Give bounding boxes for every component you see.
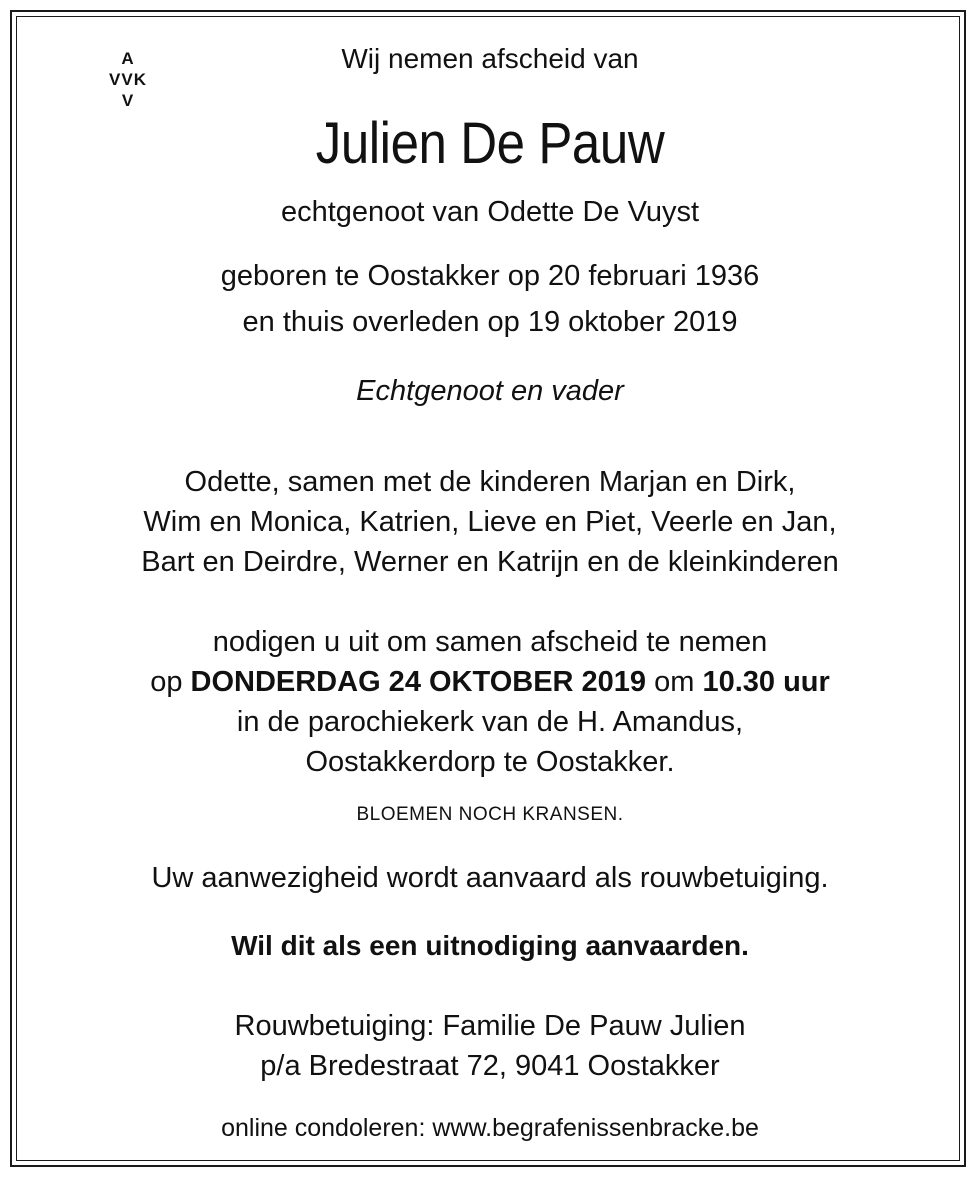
- service-line: [0, 666, 980, 699]
- logo-row-3: V: [121, 91, 135, 110]
- role-line: Echtgenoot en vader: [356, 375, 624, 407]
- heading: Wij nemen afscheid van: [341, 43, 639, 74]
- family-line-2: Wim en Monica, Katrien, Lieve en Piet, Veerle en Jan,: [143, 506, 837, 538]
- service-date: DONDERDAG 24 OKTOBER 2019: [190, 666, 647, 698]
- logo-row-1: A: [121, 49, 135, 68]
- condolence-line-1: Rouwbetuiging: Familie De Pauw Julien: [234, 1010, 746, 1042]
- flowers-note: BLOEMEN NOCH KRANSEN.: [356, 804, 624, 825]
- died-line: en thuis overleden op 19 oktober 2019: [242, 306, 738, 338]
- deceased-name: Julien De Pauw: [315, 111, 665, 176]
- attendance-note: Uw aanwezigheid wordt aanvaard als rouwbetuiging.: [151, 862, 829, 894]
- inner-border: [16, 16, 960, 1161]
- born-line: geboren te Oostakker op 20 februari 1936: [220, 260, 760, 292]
- online-condolence: online condoleren: www.begrafenissenbracke.be: [221, 1114, 759, 1142]
- service-prefix: op: [150, 666, 191, 698]
- location-line-2: Oostakkerdorp te Oostakker.: [305, 746, 675, 778]
- service-middle: om: [646, 666, 703, 698]
- family-line-3: Bart en Deirdre, Werner en Katrijn en de kleinkinderen: [141, 546, 839, 578]
- invitation-note: Wil dit als een uitnodiging aanvaarden.: [231, 930, 749, 961]
- family-line-1: Odette, samen met de kinderen Marjan en Dirk,: [184, 466, 796, 498]
- invite-line: nodigen u uit om samen afscheid te nemen: [212, 626, 768, 658]
- location-line-1: in de parochiekerk van de H. Amandus,: [236, 706, 744, 738]
- service-time: 10.30 uur: [702, 666, 830, 698]
- logo-row-2: VVK: [109, 70, 147, 89]
- spouse-line: echtgenoot van Odette De Vuyst: [280, 196, 700, 228]
- condolence-line-2: p/a Bredestraat 72, 9041 Oostakker: [260, 1050, 720, 1082]
